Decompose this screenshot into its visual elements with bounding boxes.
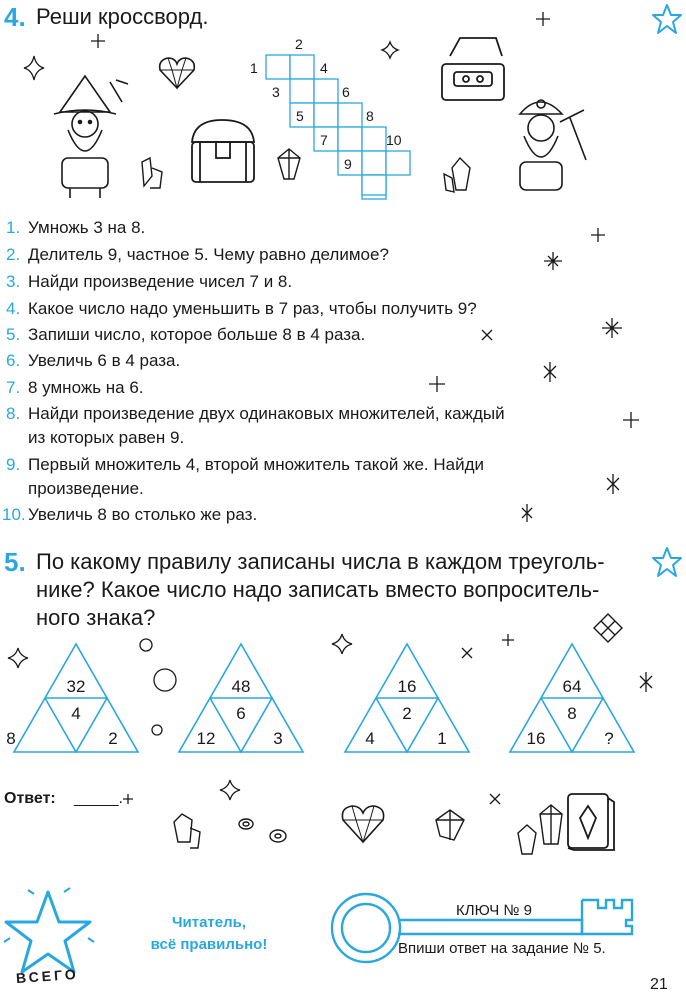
task-text-line: ного знака? [36, 605, 156, 630]
triangle-top-value: 48 [231, 677, 251, 696]
key-instruction: Впиши ответ на задание № 5. [398, 940, 606, 957]
question-text: Увеличь 6 в 4 раза. [28, 351, 181, 370]
praise-line: Читатель, [171, 914, 247, 931]
question-text-continued: из которых равен 9. [28, 428, 185, 447]
praise-line: всё правильно! [150, 936, 268, 953]
crossword-label: 10 [386, 132, 402, 148]
triangle-top-value: 16 [397, 677, 417, 696]
crossword-label: 9 [344, 156, 352, 172]
question-text: Умножь 3 на 8. [28, 218, 146, 237]
question-text: Найди произведение двух одинаковых множителей, каждый [28, 404, 505, 423]
question-number: 9. [6, 455, 21, 474]
crossword-label: 5 [296, 108, 304, 124]
answer-blank[interactable]: _____. [74, 790, 123, 807]
triangle-right-value[interactable]: ? [604, 729, 614, 748]
question-number: 10. [2, 505, 26, 524]
task-number: 4. [4, 2, 26, 32]
triangle-middle-value: 8 [567, 704, 577, 723]
triangle-middle-value: 2 [402, 704, 412, 723]
answer-label: Ответ: [4, 790, 56, 807]
crossword-label: 8 [366, 108, 374, 124]
crossword-label: 3 [272, 84, 280, 100]
crossword-label: 6 [342, 84, 350, 100]
task-title: Реши кроссворд. [36, 4, 209, 29]
question-number: 7. [6, 378, 21, 397]
question-text: Делитель 9, частное 5. Чему равно делимое? [28, 245, 389, 264]
triangle-left-value: 4 [365, 729, 375, 748]
question-number: 5. [6, 325, 21, 344]
question-text: Найди произведение чисел 7 и 8. [28, 272, 293, 291]
question-text: 8 умножь на 6. [28, 378, 144, 397]
question-number: 4. [6, 299, 21, 318]
crossword-label: 7 [320, 132, 328, 148]
page-number: 21 [650, 976, 668, 993]
key-title: КЛЮЧ № 9 [456, 902, 533, 919]
question-number: 1. [6, 218, 21, 237]
question-text: Первый множитель 4, второй множитель такой же. Найди [28, 455, 484, 474]
triangle-right-value: 2 [108, 729, 118, 748]
triangle-right-value: 1 [437, 729, 447, 748]
crossword-label: 4 [320, 60, 328, 76]
crossword-label: 1 [250, 60, 258, 76]
triangle-left-value: 8 [6, 729, 16, 748]
badge-label: ВСЕГО [15, 965, 80, 987]
question-text-continued: произведение. [28, 479, 144, 498]
question-number: 8. [6, 404, 21, 423]
question-text: Запиши число, которое больше 8 в 4 раза. [28, 325, 366, 344]
task-text-line: По какому правилу записаны числа в каждом треуголь- [36, 549, 605, 574]
question-number: 6. [6, 351, 21, 370]
question-text: Какое число надо уменьшить в 7 раз, чтобы получить 9? [28, 299, 477, 318]
triangle-top-value: 32 [66, 677, 86, 696]
triangle-top-value: 64 [562, 677, 582, 696]
task-number: 5. [4, 547, 26, 577]
question-number: 2. [6, 245, 21, 264]
question-number: 3. [6, 272, 21, 291]
triangle-middle-value: 4 [71, 704, 81, 723]
task-text-line: нике? Какое число надо записать вместо вопроситель- [36, 577, 600, 602]
triangle-right-value: 3 [273, 729, 283, 748]
crossword-label: 2 [295, 36, 303, 52]
triangle-left-value: 16 [526, 729, 546, 748]
question-text: Увеличь 8 во столько же раз. [28, 505, 258, 524]
triangle-left-value: 12 [196, 729, 216, 748]
triangle-middle-value: 6 [236, 704, 246, 723]
